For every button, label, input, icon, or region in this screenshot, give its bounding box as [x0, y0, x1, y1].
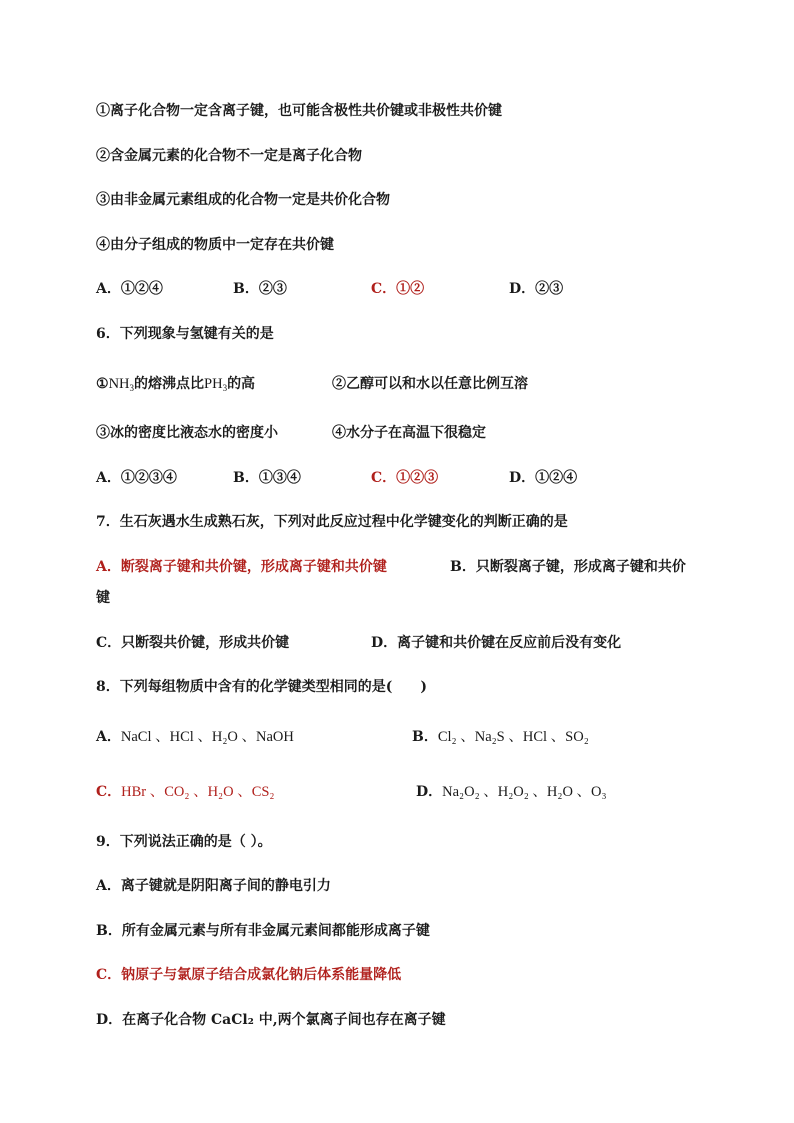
q6-option-d: D．①②④: [509, 470, 578, 486]
q7-option-d: D．离子键和共价键在反应前后没有变化: [371, 635, 622, 651]
q7-option-c: C．只断裂共价键，形成共价键: [96, 635, 290, 651]
statement-2: ②含金属元素的化合物不一定是离子化合物: [96, 148, 362, 164]
formula-nh3-base: NH: [108, 376, 130, 392]
q6-stem: 6．下列现象与氢键有关的是: [96, 326, 274, 342]
q6-item-1: [96, 375, 255, 393]
q9-option-c-answer: C．钠原子与氯原子结合成氯化钠后体系能量降低: [96, 967, 402, 983]
q7-option-b: B．只断裂离子键，形成离子键和共价: [450, 559, 686, 575]
formula-ph3: [204, 376, 227, 392]
q8-option-c-answer: [96, 783, 275, 801]
q6-item-1-mid: 的熔沸点比: [134, 376, 205, 392]
q6-option-c-answer: C．①②③: [371, 470, 439, 486]
q8-option-a-formulas: NaCl 、HCl 、H₂O 、NaOH: [120, 729, 294, 745]
formula-ph3-base: PH: [204, 376, 223, 392]
q6-item-2: ②乙醇可以和水以任意比例互溶: [332, 376, 528, 392]
q6-item-1-prefix: ①: [96, 376, 109, 392]
formula-nh3-sub: 3: [129, 383, 135, 393]
q8-option-a: [96, 728, 294, 746]
q6-item-3: ③冰的密度比液态水的密度小: [96, 425, 278, 441]
q6-item-4: ④水分子在高温下很稳定: [332, 425, 486, 441]
q9-option-a: A．离子键就是阴阳离子间的静电引力: [96, 878, 331, 894]
q6-option-a: A．①②③④: [96, 470, 177, 486]
q8-option-b-formulas: Cl₂ 、Na₂S 、HCl 、SO₂: [437, 729, 589, 745]
q8-option-b-label: B．: [412, 729, 438, 745]
q8-option-b: [412, 728, 589, 746]
q5-option-a: A．①②④: [96, 281, 163, 297]
q8-stem: 8．下列每组物质中含有的化学键类型相同的是( ): [96, 679, 427, 695]
q5-option-d: D．②③: [509, 281, 564, 297]
q5-option-b: B．②③: [233, 281, 287, 297]
statement-4: ④由分子组成的物质中一定存在共价键: [96, 237, 334, 253]
formula-ph3-sub: 3: [222, 383, 228, 393]
formula-nh3: [109, 376, 134, 392]
q8-option-c-label: C．: [96, 784, 122, 800]
q8-option-d-formulas: Na₂O₂ 、H₂O₂ 、H₂O 、O₃: [442, 784, 607, 800]
q7-stem: 7．生石灰遇水生成熟石灰，下列对此反应过程中化学键变化的判断正确的是: [96, 514, 568, 530]
statement-1: ①离子化合物一定含离子键，也可能含极性共价键或非极性共价键: [96, 103, 502, 119]
q8-option-a-label: A．: [96, 729, 121, 745]
q6-option-b: B．①③④: [233, 470, 301, 486]
q7-option-b-wrap: 键: [96, 590, 110, 606]
q8-option-c-formulas: HBr 、CO₂ 、H₂O 、CS₂: [121, 784, 275, 800]
statement-3: ③由非金属元素组成的化合物一定是共价化合物: [96, 192, 390, 208]
q9-option-b: B．所有金属元素与所有非金属元素间都能形成离子键: [96, 923, 430, 939]
q9-option-d: D．在离子化合物 CaCl₂ 中,两个氯离子间也存在离子键: [96, 1012, 446, 1028]
q5-option-c-answer: C．①②: [371, 281, 425, 297]
q9-stem: 9．下列说法正确的是（ ）。: [96, 834, 272, 850]
q6-item-1-suffix: 的高: [227, 376, 256, 392]
q7-option-a-answer: A．断裂离子键和共价键，形成离子键和共价键: [96, 559, 387, 575]
q8-option-d-label: D．: [416, 784, 443, 800]
q8-option-d: [416, 783, 607, 801]
